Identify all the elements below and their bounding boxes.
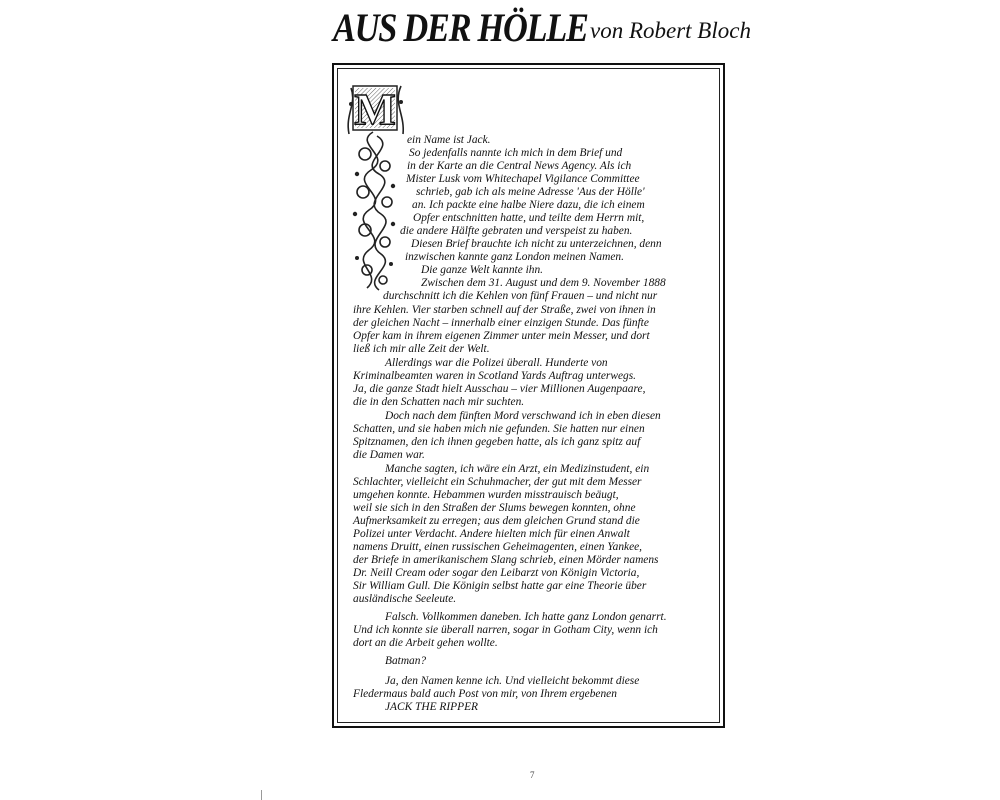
margin-mark xyxy=(261,790,262,800)
text-line: Ja, die ganze Stadt hielt Ausschau – vier Millionen Augenpaare, xyxy=(353,383,646,395)
text-line: Opfer entschnitten hatte, und teilte dem Herrn mit, xyxy=(413,212,645,224)
text-line: Diesen Brief brauchte ich nicht zu unterzeichnen, denn xyxy=(411,238,662,250)
text-line: die in den Schatten nach mir suchten. xyxy=(353,396,525,408)
text-line: Sir William Gull. Die Königin selbst hatte gar eine Theorie über xyxy=(353,580,647,592)
text-line: Die ganze Welt kannte ihn. xyxy=(421,264,544,276)
text-line: Schlachter, vielleicht ein Schuhmacher, der gut mit dem Messer xyxy=(353,476,642,488)
text-line: Fledermaus bald auch Post von mir, von Ihrem ergebenen xyxy=(353,688,617,700)
story-title: AUS DER HÖLLE xyxy=(333,5,588,50)
text-line: ihre Kehlen. Vier starben schnell auf der Straße, zwei von ihnen in xyxy=(353,304,656,316)
text-line: weil sie sich in den Straßen der Slums bewegen konnten, ohne xyxy=(353,502,636,514)
text-line: Doch nach dem fünften Mord verschwand ich in eben diesen xyxy=(385,410,661,422)
text-line: Kriminalbeamten waren in Scotland Yards Auftrag unterwegs. xyxy=(353,370,636,382)
initial-letter: M xyxy=(354,85,396,134)
text-line: Mister Lusk vom Whitechapel Vigilance Committee xyxy=(406,173,640,185)
text-line: in der Karte an die Central News Agency. Als ich xyxy=(407,160,632,172)
text-line: Falsch. Vollkommen daneben. Ich hatte ganz London genarrt. xyxy=(385,611,667,623)
text-line: ein Name ist Jack. xyxy=(407,134,491,146)
text-line: Aufmerksamkeit zu erregen; aus dem gleichen Grund stand die xyxy=(353,515,640,527)
text-line: Opfer kam in ihrem eigenen Zimmer unter mein Messer, und dort xyxy=(353,330,650,342)
text-line: Ja, den Namen kenne ich. Und vielleicht bekommt diese xyxy=(385,675,640,687)
text-line: So jedenfalls nannte ich mich in dem Brief und xyxy=(409,147,623,159)
text-line: Polizei unter Verdacht. Andere hielten mich für einen Anwalt xyxy=(353,528,630,540)
text-line: Spitznamen, den ich ihnen gegeben hatte, als ich ganz spitz auf xyxy=(353,436,641,448)
signature-line: JACK THE RIPPER xyxy=(385,701,479,713)
text-line: ließ ich mir alle Zeit der Welt. xyxy=(353,343,490,355)
text-line: schrieb, gab ich als meine Adresse 'Aus der Hölle' xyxy=(416,186,645,198)
text-line: an. Ich packte eine halbe Niere dazu, die ich einem xyxy=(412,199,645,211)
text-line: der Briefe in amerikanischem Slang schrieb, einen Mörder namens xyxy=(353,554,659,566)
text-line: ausländische Seeleute. xyxy=(353,593,457,605)
page-number: 7 xyxy=(530,770,535,780)
text-line: umgehen konnte. Hebammen wurden misstrauisch beäugt, xyxy=(353,489,619,501)
text-line: der gleichen Nacht – innerhalb einer einzigen Stunde. Das fünfte xyxy=(353,317,649,329)
text-line: namens Druitt, einen russischen Geheimagenten, einen Yankee, xyxy=(353,541,643,553)
text-line: Manche sagten, ich wäre ein Arzt, ein Medizinstudent, ein xyxy=(385,463,650,475)
text-line: Dr. Neill Cream oder sogar den Leibarzt von Königin Victoria, xyxy=(353,567,640,579)
text-line: die andere Hälfte gebraten und verspeist zu haben. xyxy=(400,225,633,237)
text-line: die Damen war. xyxy=(353,449,425,461)
text-line: Und ich konnte sie überall narren, sogar in Gotham City, wenn ich xyxy=(353,624,658,636)
text-line: Allerdings war die Polizei überall. Hunderte von xyxy=(385,357,608,369)
text-line: inzwischen kannte ganz London meinen Namen. xyxy=(405,251,624,263)
text-line: dort an die Arbeit gehen wollte. xyxy=(353,637,498,649)
author-byline: von Robert Bloch xyxy=(590,18,751,43)
text-line: Batman? xyxy=(385,655,427,667)
text-line: Zwischen dem 31. August und dem 9. November 1888 xyxy=(421,277,666,289)
text-line: Schatten, und sie haben mich nie gefunden. Sie hatten nur einen xyxy=(353,423,645,435)
text-line: durchschnitt ich die Kehlen von fünf Frauen – und nicht nur xyxy=(383,290,658,302)
ornamental-initial-m xyxy=(343,74,407,294)
